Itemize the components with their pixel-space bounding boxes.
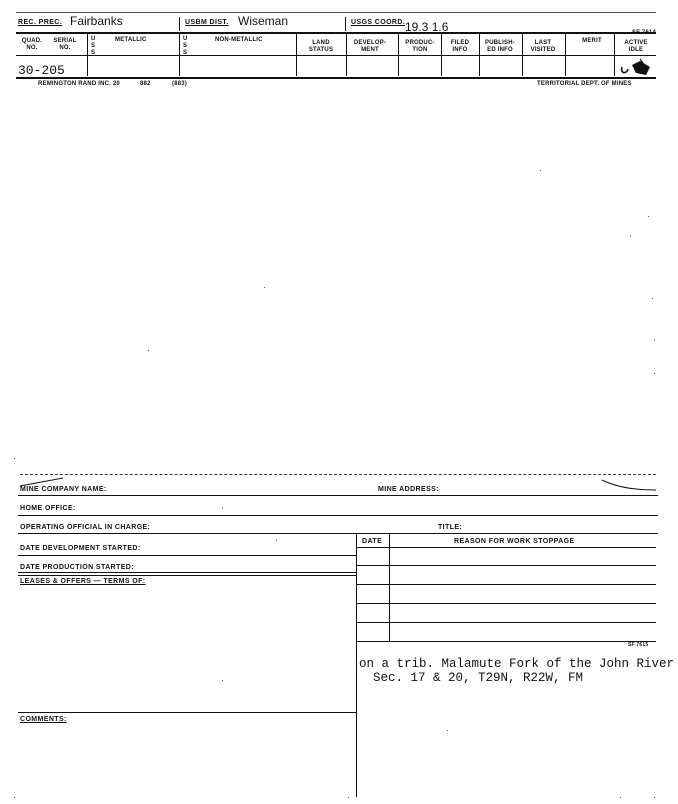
- form-number-bottom: SF 7615: [628, 642, 649, 648]
- title-label: TITLE:: [438, 524, 463, 531]
- department-name: TERRITORIAL DEPT. OF MINES: [537, 81, 632, 87]
- col-development: DEVELOP- MENT: [353, 40, 387, 53]
- quad-serial-value: 30-205: [18, 63, 65, 78]
- usbm-dist-value: Wiseman: [238, 14, 289, 28]
- col-metallic: METALLIC: [115, 37, 147, 43]
- tear-mark-right: [598, 474, 658, 494]
- form-number-top: SF 7614: [632, 30, 657, 36]
- mine-address-label: MINE ADDRESS:: [378, 486, 439, 493]
- stoppage-reason-header: REASON FOR WORK STOPPAGE: [454, 538, 575, 545]
- rec-prec-label: REC. PREC.: [18, 19, 63, 26]
- operating-official-label: OPERATING OFFICIAL IN CHARGE:: [20, 524, 151, 531]
- col-last-visited: LAST VISITED: [530, 40, 556, 53]
- date-development-label: DATE DEVELOPMENT STARTED:: [20, 545, 141, 552]
- active-idle-mark: [616, 57, 656, 79]
- typed-location-line-1: on a trib. Malamute Fork of the John River: [359, 657, 675, 671]
- stoppage-date-header: DATE: [362, 538, 383, 545]
- col-production: PRODUC- TION: [405, 40, 435, 53]
- comments-label: COMMENTS:: [20, 716, 67, 723]
- col-quad: QUAD. NO.: [21, 38, 43, 51]
- col-serial: SERIAL NO.: [53, 38, 77, 51]
- col-land-status: LAND STATUS: [308, 40, 334, 53]
- printer-imprint: REMINGTON RAND INC. 20: [38, 81, 120, 87]
- rec-prec-value: Fairbanks: [70, 14, 123, 28]
- col-uss-nonmetallic: U S S: [183, 36, 188, 56]
- typed-location-line-2: Sec. 17 & 20, T29N, R22W, FM: [373, 671, 584, 685]
- imprint-code-2: (883): [172, 81, 188, 87]
- mine-company-label: MINE COMPANY NAME:: [20, 486, 107, 493]
- col-merit: MERIT: [582, 38, 602, 44]
- col-published-info: PUBLISH- ED INFO: [485, 40, 515, 53]
- leases-label: LEASES & OFFERS — TERMS OF:: [20, 578, 146, 585]
- home-office-label: HOME OFFICE:: [20, 505, 76, 512]
- col-filed-info: FILED INFO: [450, 40, 470, 53]
- usgs-coord-label: USGS COORD.: [351, 19, 406, 26]
- usbm-dist-label: USBM DIST.: [185, 19, 229, 26]
- imprint-code-1: 882: [140, 81, 151, 87]
- date-production-label: DATE PRODUCTION STARTED:: [20, 564, 134, 571]
- col-non-metallic: NON-METALLIC: [215, 37, 263, 43]
- col-uss-metallic: U S S: [91, 36, 96, 56]
- usgs-coord-value: 19.3 1.6: [405, 20, 449, 34]
- col-active-idle: ACTIVE IDLE: [624, 40, 648, 53]
